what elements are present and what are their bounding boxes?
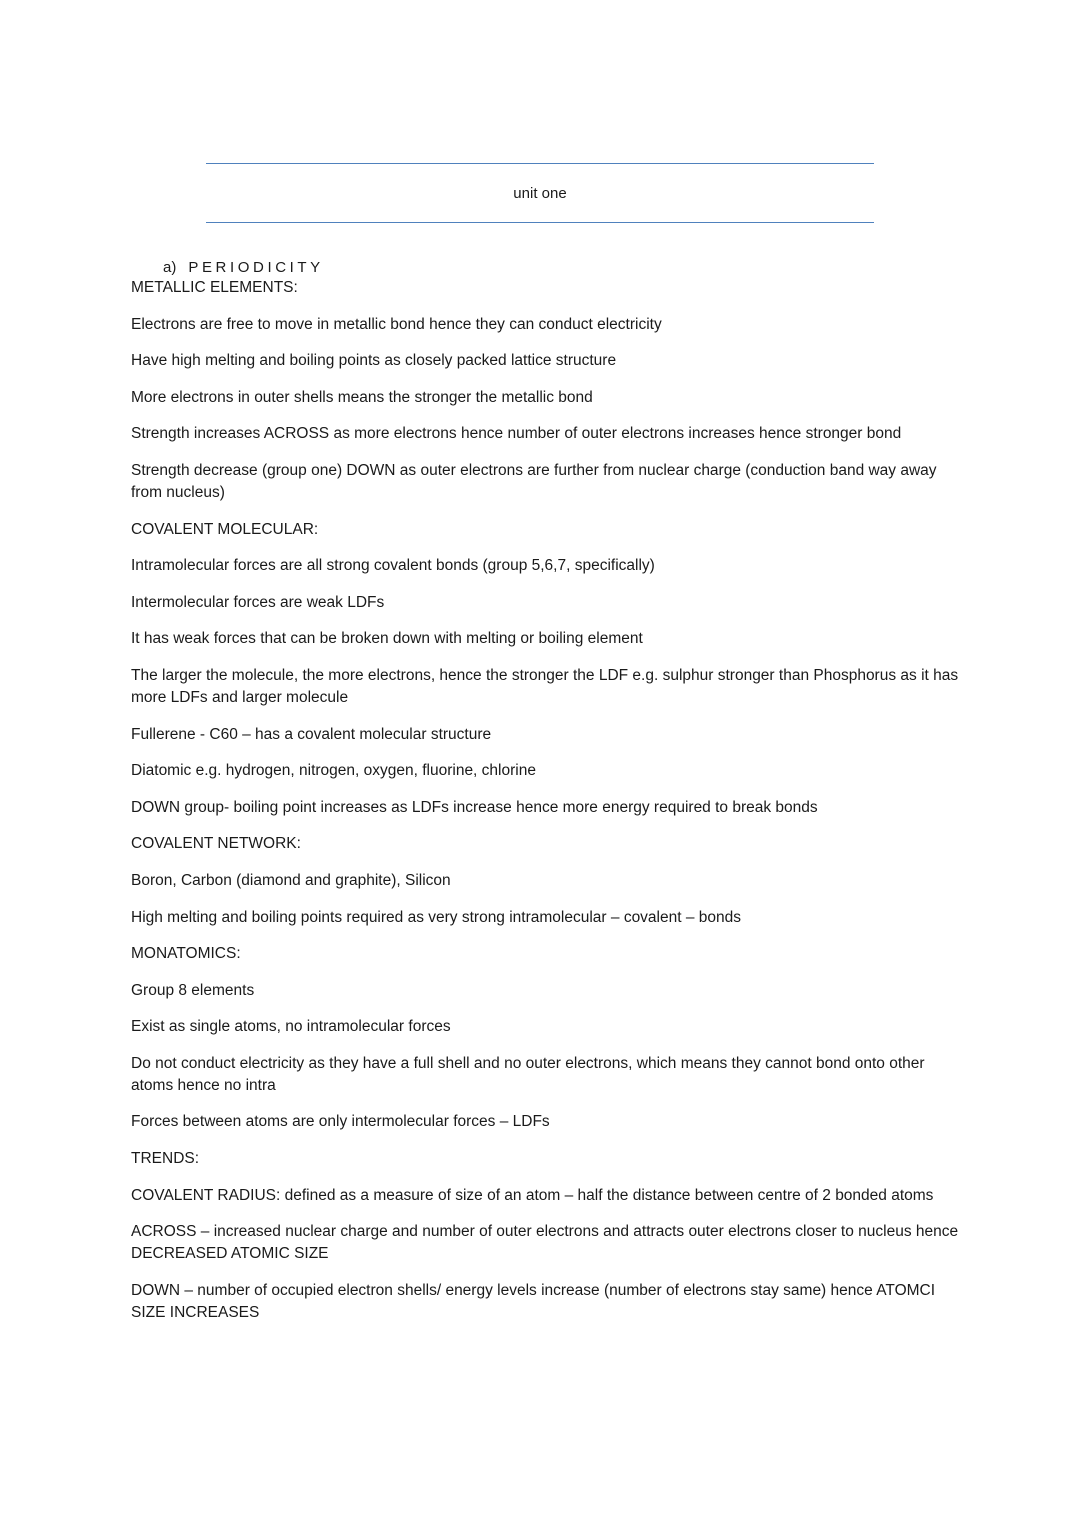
paragraph: COVALENT RADIUS: defined as a measure of size of an atom – half the distance between centre of 2 bonded atoms	[131, 1186, 934, 1204]
paragraph: COVALENT MOLECULAR:	[131, 520, 319, 538]
paragraph: Strength increases ACROSS as more electrons hence number of outer electrons increases hence stronger bond	[131, 425, 902, 443]
paragraph: Forces between atoms are only intermolecular forces – LDFs	[131, 1113, 550, 1131]
header-top-rule	[206, 163, 874, 164]
paragraph: Exist as single atoms, no intramolecular forces	[131, 1018, 451, 1036]
paragraph: High melting and boiling points required as very strong intramolecular – covalent – bonds	[131, 908, 742, 926]
paragraph: COVALENT NETWORK:	[131, 835, 301, 853]
document-body	[131, 259, 961, 1324]
header-bottom-rule	[206, 222, 874, 223]
page-header-title: unit one	[513, 185, 567, 202]
paragraph: Do not conduct electricity as they have a full shell and no outer electrons, which means they cannot bond onto other atoms hence no intra	[131, 1054, 925, 1094]
paragraph: It has weak forces that can be broken down with melting or boiling element	[131, 630, 643, 648]
paragraph: Electrons are free to move in metallic bond hence they can conduct electricity	[131, 315, 662, 333]
paragraph-list	[131, 277, 961, 1324]
paragraph: DOWN group- boiling point increases as LDFs increase hence more energy required to break bonds	[131, 798, 818, 816]
paragraph: MONATOMICS:	[131, 945, 241, 963]
paragraph: TRENDS:	[131, 1150, 200, 1168]
paragraph: Boron, Carbon (diamond and graphite), Silicon	[131, 871, 451, 889]
paragraph: Group 8 elements	[131, 981, 255, 999]
paragraph: More electrons in outer shells means the stronger the metallic bond	[131, 388, 593, 406]
paragraph: Intermolecular forces are weak LDFs	[131, 593, 385, 611]
main-heading-title: PERIODICITY	[188, 259, 324, 276]
paragraph: Strength decrease (group one) DOWN as outer electrons are further from nuclear charge (conduction band way away from nucleus)	[131, 461, 937, 501]
paragraph: Diatomic e.g. hydrogen, nitrogen, oxygen, fluorine, chlorine	[131, 762, 536, 780]
main-heading	[163, 259, 961, 277]
main-heading-letter: a)	[163, 259, 177, 276]
paragraph: ACROSS – increased nuclear charge and number of outer electrons and attracts outer electrons closer to nucleus hence DECREASED ATOMIC SIZE	[131, 1223, 959, 1263]
paragraph: The larger the molecule, the more electrons, hence the stronger the LDF e.g. sulphur stronger than Phosphorus as it has more LDFs and larger molecule	[131, 666, 959, 706]
paragraph: Have high melting and boiling points as closely packed lattice structure	[131, 352, 617, 370]
paragraph: Intramolecular forces are all strong covalent bonds (group 5,6,7, specifically)	[131, 557, 655, 575]
section-heading: METALLIC ELEMENTS:	[131, 279, 298, 296]
paragraph: Fullerene - C60 – has a covalent molecular structure	[131, 725, 492, 743]
paragraph: DOWN – number of occupied electron shells/ energy levels increase (number of electrons stay same) hence ATOMCI SIZE INCREASES	[131, 1281, 936, 1321]
